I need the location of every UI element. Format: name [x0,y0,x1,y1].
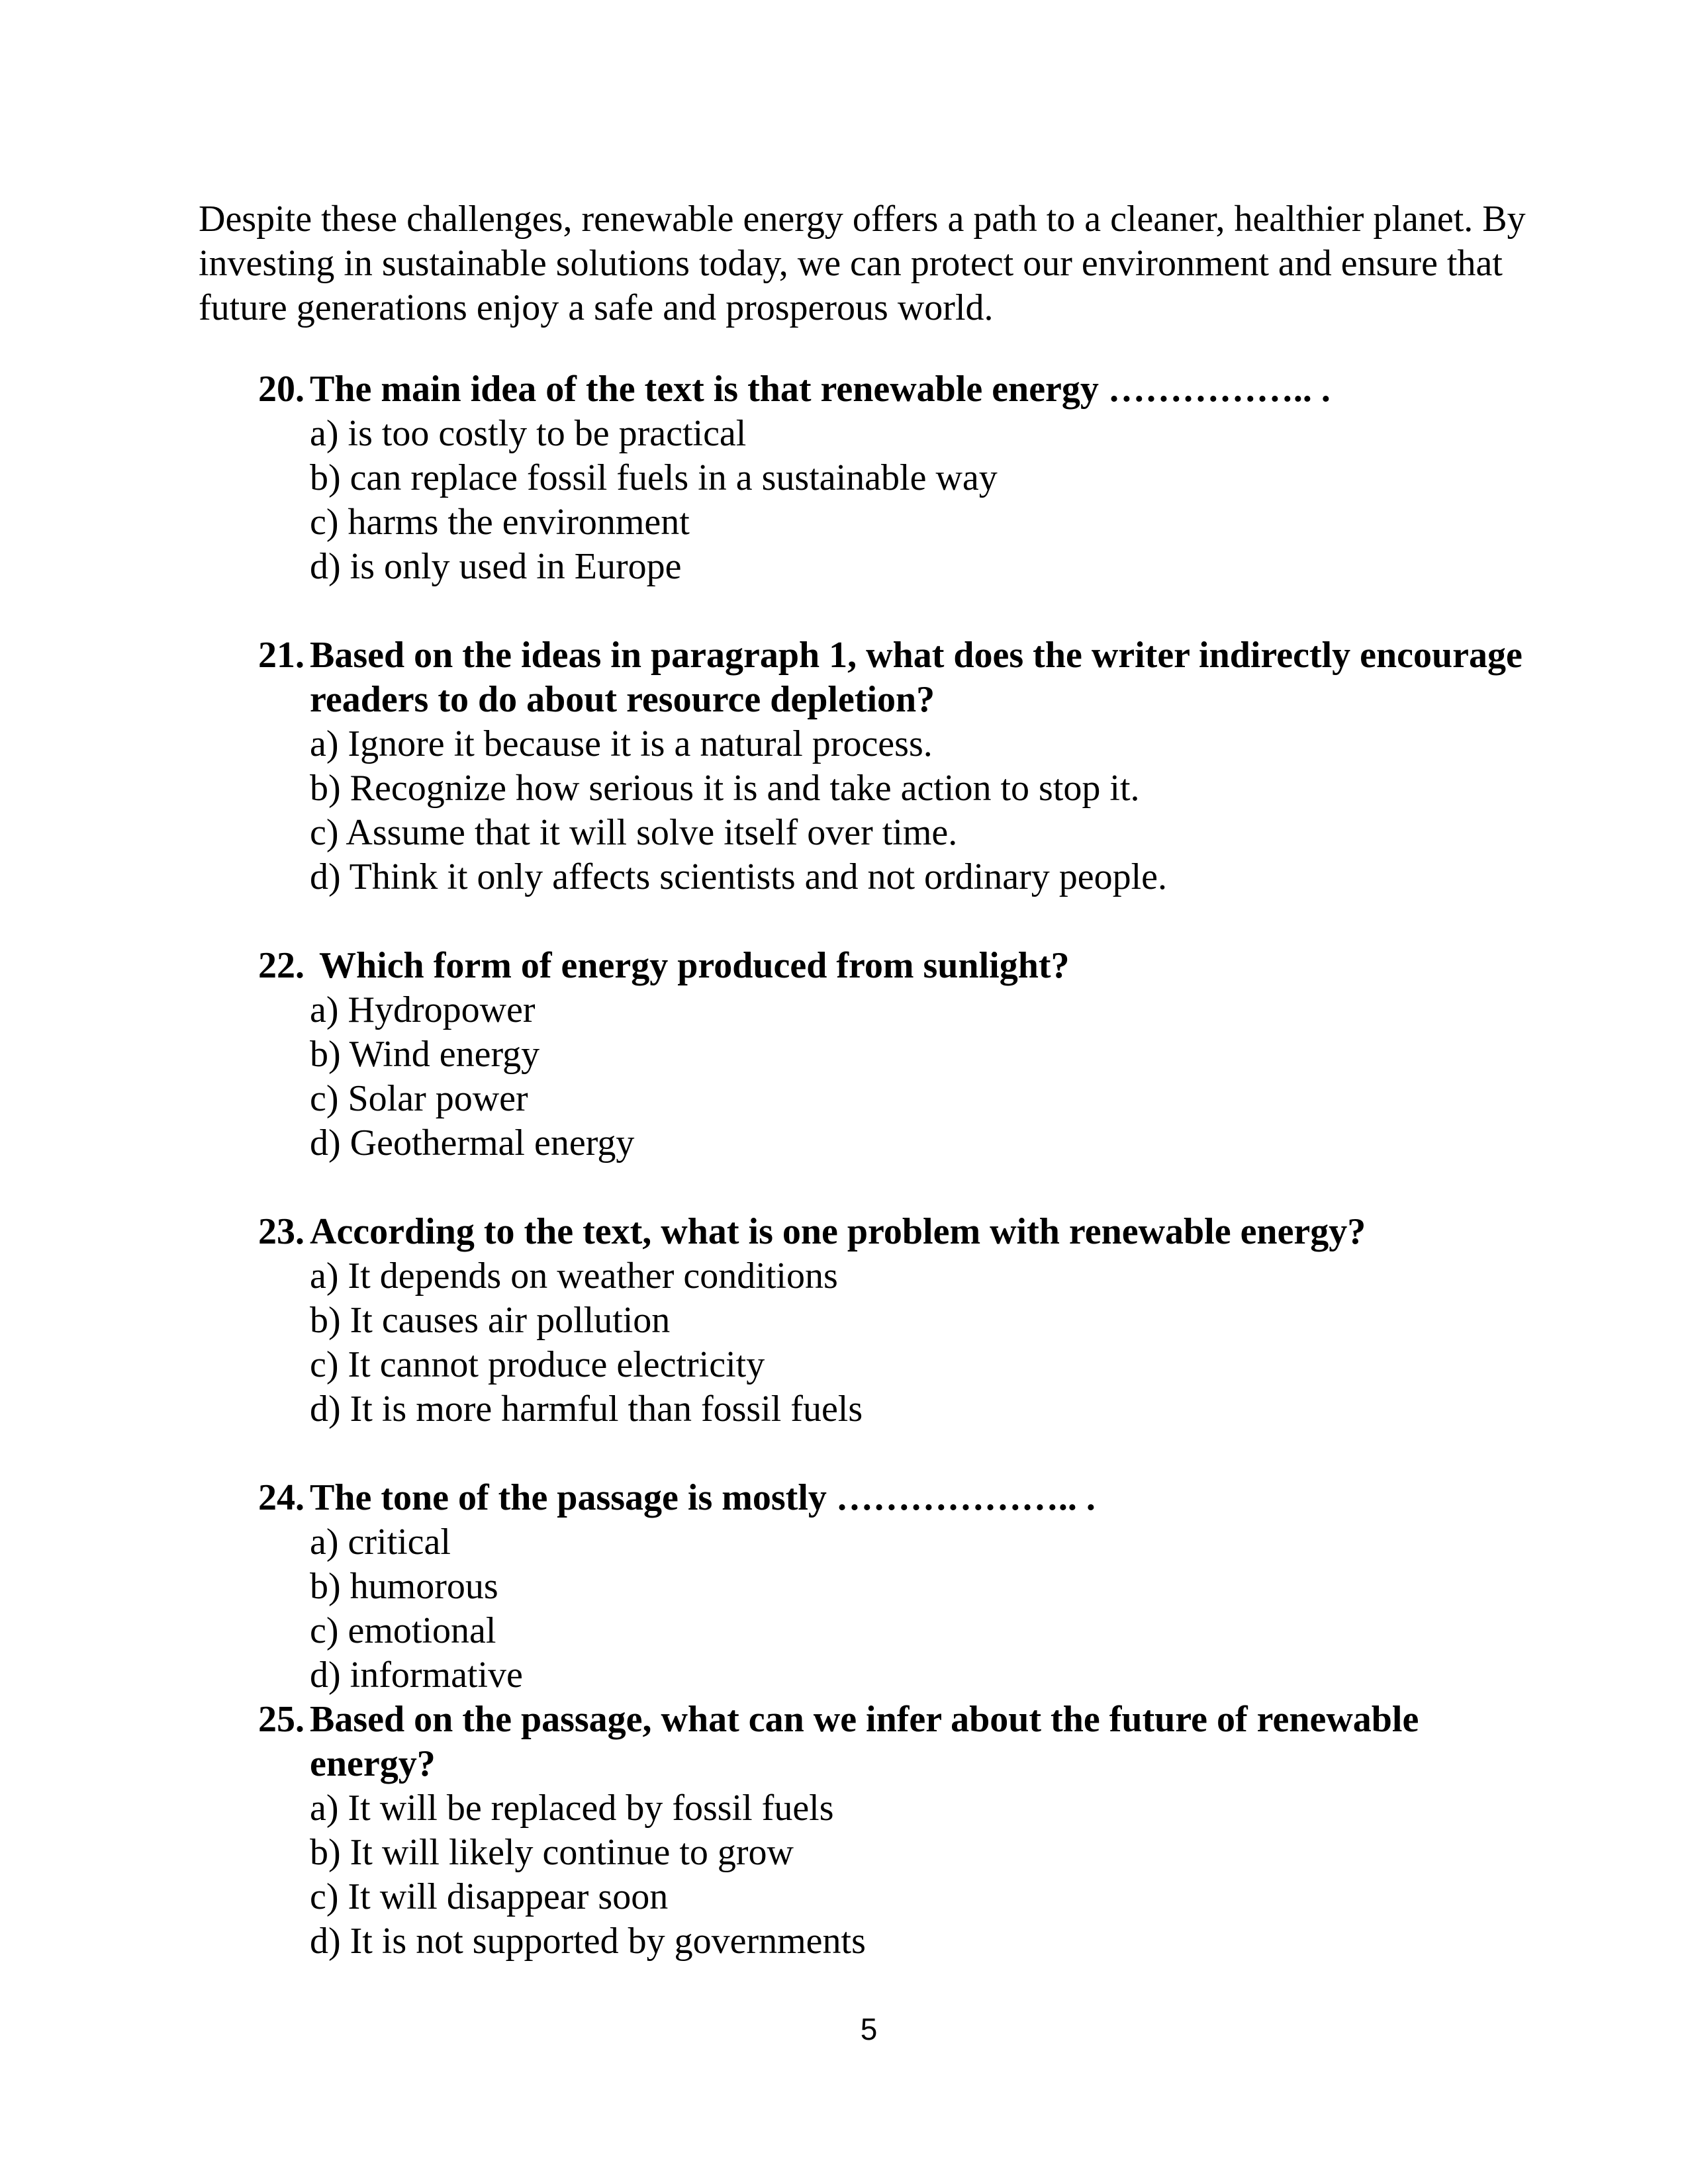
option-d: d) Geothermal energy [310,1122,635,1163]
option-a: a) is too costly to be practical [310,413,747,454]
option-b: b) It causes air pollution [310,1300,671,1341]
question-stem [258,1210,1549,1254]
question-text: Which form of energy produced from sunlight? [319,945,1070,986]
option-d: d) informative [310,1655,523,1696]
question-spacer [258,1432,1549,1476]
question-text: Based on the ideas in paragraph 1, what does the writer indirectly encourage readers to do about resource depletion? [310,635,1523,720]
option-c: c) It will disappear soon [310,1876,669,1917]
question-text: Based on the passage, what can we infer about the future of renewable energy? [310,1699,1419,1784]
option-b: b) It will likely continue to grow [310,1832,794,1873]
option-list [258,722,1549,899]
option-c: c) It cannot produce electricity [310,1344,765,1385]
question-22 [258,944,1549,1165]
option-list [258,1520,1549,1698]
option-a: a) Hydropower [310,989,536,1030]
question-text: The tone of the passage is mostly ……………….. . [310,1477,1096,1518]
option-b: b) humorous [310,1566,498,1607]
option-a: a) It will be replaced by fossil fuels [310,1788,834,1829]
option-list [258,988,1549,1165]
option-a: a) It depends on weather conditions [310,1255,838,1297]
option-c: c) emotional [310,1610,496,1651]
question-stem [258,633,1549,722]
question-stem [258,944,1549,988]
question-24 [258,1476,1549,1698]
option-list [258,412,1549,589]
question-number: 24. [258,1477,305,1518]
option-c: c) Solar power [310,1078,528,1119]
question-25 [258,1698,1549,1964]
option-b: b) Wind energy [310,1034,540,1075]
question-stem [258,1698,1549,1786]
question-text: According to the text, what is one problem with renewable energy? [310,1211,1366,1252]
option-d: d) It is not supported by governments [310,1921,866,1962]
question-20 [258,367,1549,589]
question-list [258,367,1549,1964]
option-d: d) It is more harmful than fossil fuels [310,1388,863,1430]
option-c: c) Assume that it will solve itself over time. [310,812,958,853]
page-number: 5 [860,2012,878,2046]
option-a: a) critical [310,1522,451,1563]
option-list [258,1786,1549,1964]
option-list [258,1254,1549,1432]
option-d: d) Think it only affects scientists and not ordinary people. [310,856,1167,897]
question-text: The main idea of the text is that renewable energy …………….. . [310,369,1331,410]
question-spacer [258,1165,1549,1210]
question-number: 23. [258,1211,305,1252]
question-23 [258,1210,1549,1432]
question-spacer [258,899,1549,944]
option-b: b) Recognize how serious it is and take action to stop it. [310,768,1140,809]
question-stem [258,367,1549,412]
question-stem [258,1476,1549,1520]
question-number: 20. [258,369,305,410]
option-a: a) Ignore it because it is a natural process. [310,723,933,764]
question-21 [258,633,1549,899]
intro-paragraph: Despite these challenges, renewable energy offers a path to a cleaner, healthier planet. By investing in sustainable solutions today, we can protect our environment and ensure that future generations enjoy a safe and prosperous world. [199,199,1526,328]
question-number: 25. [258,1699,305,1740]
question-number: 21. [258,635,305,676]
option-b: b) can replace fossil fuels in a sustainable way [310,457,998,498]
question-number: 22. [258,945,305,986]
option-c: c) harms the environment [310,502,690,543]
question-spacer [258,589,1549,633]
option-d: d) is only used in Europe [310,546,682,587]
intro-passage [199,197,1549,330]
